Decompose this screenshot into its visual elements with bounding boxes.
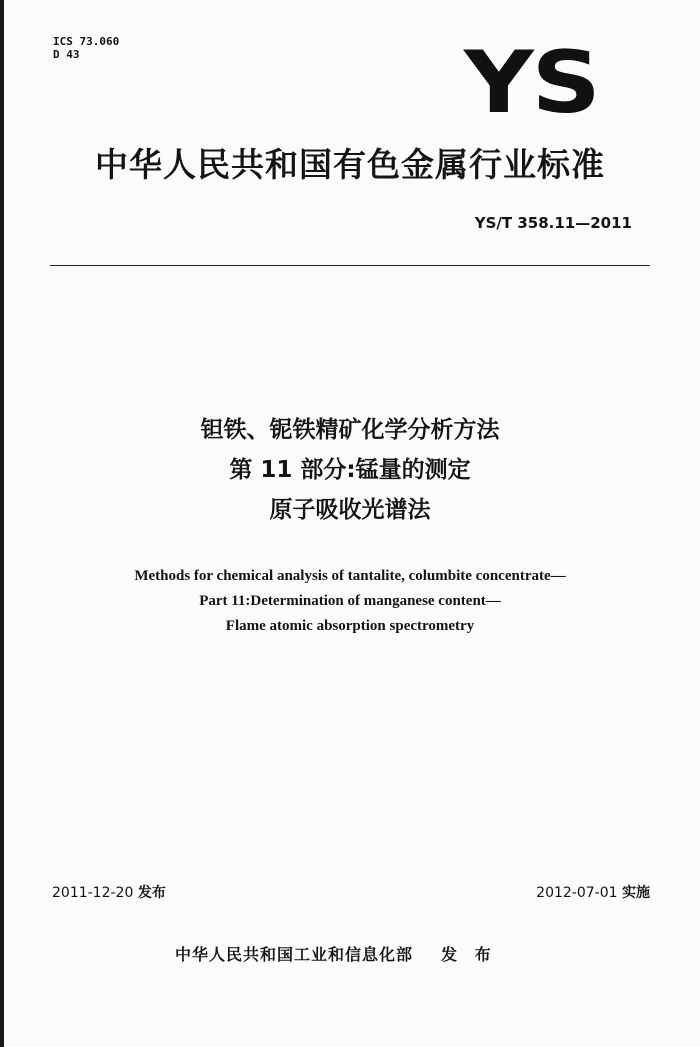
publisher-block xyxy=(175,945,497,965)
implementation-date: 2012-07-01 xyxy=(536,885,618,901)
ccs-code: D 43 xyxy=(53,48,80,61)
english-title-line-3: Flame atomic absorption spectrometry xyxy=(225,618,475,634)
ics-code: ICS 73.060 xyxy=(53,35,120,48)
issue-label: 发布 xyxy=(137,885,166,901)
implementation-label: 实施 xyxy=(622,885,650,901)
english-title-line-2: Part 11:Determination of manganese content— xyxy=(199,593,501,609)
issue-date-block xyxy=(52,884,166,902)
publisher-name: 中华人民共和国工业和信息化部 xyxy=(175,945,414,964)
chinese-title-line-3: 原子吸收光谱法 xyxy=(269,497,431,523)
issue-date: 2011-12-20 xyxy=(52,885,134,901)
standard-number: YS/T 358.11—2011 xyxy=(474,214,632,232)
page-left-edge xyxy=(0,0,4,1047)
ys-logo: YS xyxy=(464,33,599,133)
implementation-date-block xyxy=(536,884,650,902)
classification-codes xyxy=(53,35,119,61)
header-divider xyxy=(50,265,650,266)
chinese-title-line-1: 钽铁、铌铁精矿化学分析方法 xyxy=(200,417,500,443)
standard-category-title: 中华人民共和国有色金属行业标准 xyxy=(95,145,605,184)
chinese-title-line-2: 第 11 部分:锰量的测定 xyxy=(229,457,471,483)
english-title-line-1: Methods for chemical analysis of tantalite, columbite concentrate— xyxy=(134,568,566,584)
publisher-action: 发 布 xyxy=(441,945,497,964)
